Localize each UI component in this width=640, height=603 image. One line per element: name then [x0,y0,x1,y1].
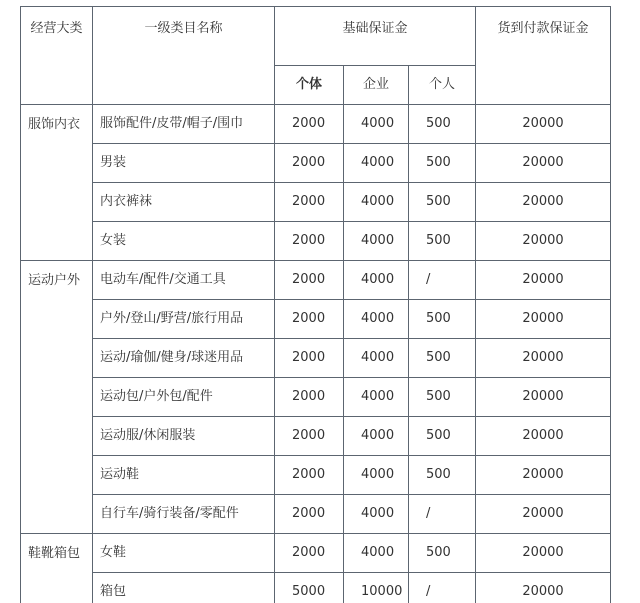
table-row [21,339,611,378]
first-level-name-cell: 服饰配件/皮带/帽子/围巾 [93,105,275,144]
header-enterprise: 企业 [344,66,409,105]
enterprise-deposit-cell: 4000 [344,144,409,183]
cod-deposit-cell: 20000 [476,183,611,222]
category-cell: 鞋靴箱包 [21,534,93,603]
person-deposit-cell: 500 [409,378,476,417]
header-individual: 个体 [275,66,344,105]
deposit-table [20,6,611,603]
individual-deposit-cell: 2000 [275,534,344,573]
cod-deposit-cell: 20000 [476,534,611,573]
cod-deposit-cell: 20000 [476,144,611,183]
individual-deposit-cell: 2000 [275,339,344,378]
person-deposit-cell: / [409,261,476,300]
table-row [21,144,611,183]
cod-deposit-cell: 20000 [476,105,611,144]
individual-deposit-cell: 2000 [275,183,344,222]
enterprise-deposit-cell: 4000 [344,456,409,495]
individual-deposit-cell: 2000 [275,261,344,300]
table-row [21,534,611,573]
individual-deposit-cell: 2000 [275,417,344,456]
individual-deposit-cell: 5000 [275,573,344,603]
cod-deposit-cell: 20000 [476,378,611,417]
header-row-1 [21,7,611,66]
first-level-name-cell: 运动鞋 [93,456,275,495]
person-deposit-cell: 500 [409,534,476,573]
individual-deposit-cell: 2000 [275,222,344,261]
enterprise-deposit-cell: 10000 [344,573,409,603]
table-row [21,378,611,417]
cod-deposit-cell: 20000 [476,261,611,300]
table-row [21,300,611,339]
person-deposit-cell: 500 [409,144,476,183]
table-row [21,417,611,456]
first-level-name-cell: 箱包 [93,573,275,603]
enterprise-deposit-cell: 4000 [344,105,409,144]
cod-deposit-cell: 20000 [476,222,611,261]
first-level-name-cell: 电动车/配件/交通工具 [93,261,275,300]
enterprise-deposit-cell: 4000 [344,222,409,261]
table-row [21,261,611,300]
table-row [21,222,611,261]
header-basic-deposit: 基础保证金 [275,7,476,66]
cod-deposit-cell: 20000 [476,495,611,534]
table-row [21,183,611,222]
person-deposit-cell: 500 [409,417,476,456]
individual-deposit-cell: 2000 [275,456,344,495]
enterprise-deposit-cell: 4000 [344,339,409,378]
cod-deposit-cell: 20000 [476,417,611,456]
enterprise-deposit-cell: 4000 [344,183,409,222]
person-deposit-cell: 500 [409,339,476,378]
individual-deposit-cell: 2000 [275,300,344,339]
person-deposit-cell: 500 [409,105,476,144]
first-level-name-cell: 户外/登山/野营/旅行用品 [93,300,275,339]
person-deposit-cell: 500 [409,222,476,261]
individual-deposit-cell: 2000 [275,105,344,144]
header-category: 经营大类 [21,7,93,105]
table-row [21,573,611,603]
header-first-level: 一级类目名称 [93,7,275,105]
individual-deposit-cell: 2000 [275,378,344,417]
first-level-name-cell: 女鞋 [93,534,275,573]
individual-deposit-cell: 2000 [275,144,344,183]
enterprise-deposit-cell: 4000 [344,417,409,456]
first-level-name-cell: 自行车/骑行装备/零配件 [93,495,275,534]
enterprise-deposit-cell: 4000 [344,300,409,339]
person-deposit-cell: 500 [409,456,476,495]
cod-deposit-cell: 20000 [476,456,611,495]
cod-deposit-cell: 20000 [476,300,611,339]
enterprise-deposit-cell: 4000 [344,261,409,300]
header-person: 个人 [409,66,476,105]
first-level-name-cell: 内衣裤袜 [93,183,275,222]
header-cod-deposit: 货到付款保证金 [476,7,611,105]
first-level-name-cell: 运动服/休闲服装 [93,417,275,456]
first-level-name-cell: 男装 [93,144,275,183]
enterprise-deposit-cell: 4000 [344,378,409,417]
table-body [21,105,611,603]
cod-deposit-cell: 20000 [476,573,611,603]
person-deposit-cell: 500 [409,183,476,222]
enterprise-deposit-cell: 4000 [344,495,409,534]
individual-deposit-cell: 2000 [275,495,344,534]
person-deposit-cell: 500 [409,300,476,339]
table-row [21,495,611,534]
first-level-name-cell: 女装 [93,222,275,261]
table-row [21,105,611,144]
category-cell: 运动户外 [21,261,93,534]
category-cell: 服饰内衣 [21,105,93,261]
table-row [21,456,611,495]
first-level-name-cell: 运动包/户外包/配件 [93,378,275,417]
enterprise-deposit-cell: 4000 [344,534,409,573]
person-deposit-cell: / [409,495,476,534]
first-level-name-cell: 运动/瑜伽/健身/球迷用品 [93,339,275,378]
cod-deposit-cell: 20000 [476,339,611,378]
person-deposit-cell: / [409,573,476,603]
